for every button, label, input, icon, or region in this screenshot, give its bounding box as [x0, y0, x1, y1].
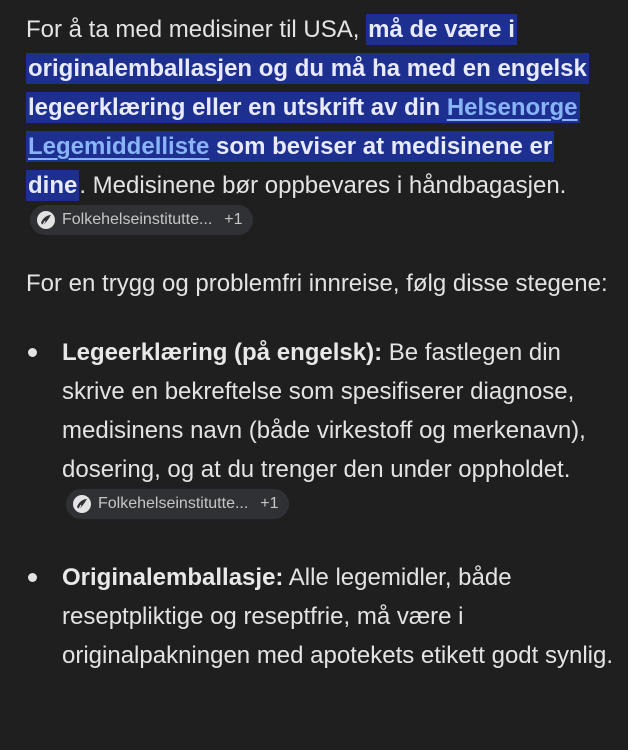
- bullet-dot: [28, 573, 37, 582]
- source-chip-count: +1: [224, 211, 243, 228]
- answer-content: [26, 10, 616, 705]
- list-item-text: Alle legemidler, både reseptpliktige og reseptfrie, må være i originalpakningen med apotekets etikett godt synlig.: [62, 564, 614, 669]
- source-chip[interactable]: [30, 205, 253, 235]
- paragraph-intro: For å ta med medisiner til USA,: [26, 16, 367, 43]
- highlighted-text-part-1: må de være i originalemballasjen og du må ha med en engelsk legeerklæring eller en utskrift av din: [28, 16, 587, 121]
- list-item: [26, 333, 616, 528]
- source-logo-icon: [36, 210, 56, 230]
- bullet-dot: [28, 348, 37, 357]
- source-chip[interactable]: [66, 489, 289, 519]
- list-item-text: Be fastlegen din skrive en bekreftelse som spesifiserer diagnose, medisinens navn (både virkestoff og merkenavn), dosering, og at du trenger den under oppholdet.: [62, 339, 586, 483]
- steps-list: [26, 333, 616, 675]
- list-item-term: Originalemballasje:: [62, 564, 284, 591]
- source-chip-count: +1: [260, 495, 279, 512]
- highlighted-text-part-2: som beviser at medisinene er dine: [28, 133, 553, 199]
- list-item-term: Legeerklæring (på engelsk):: [62, 339, 383, 366]
- paragraph-outro: . Medisinene bør oppbevares i håndbagasjen.: [79, 172, 567, 199]
- list-item: [26, 558, 616, 675]
- answer-paragraph-2: For en trygg og problemfri innreise, følg disse stegene:: [26, 270, 608, 297]
- source-chip-label: Folkehelseinstitutte...: [62, 211, 213, 228]
- source-chip-label: Folkehelseinstitutte...: [98, 495, 249, 512]
- answer-paragraph-1: [26, 10, 616, 244]
- source-logo-icon: [72, 494, 92, 514]
- helsenorge-legemiddelliste-link[interactable]: Helsenorge Legemiddelliste: [28, 94, 578, 160]
